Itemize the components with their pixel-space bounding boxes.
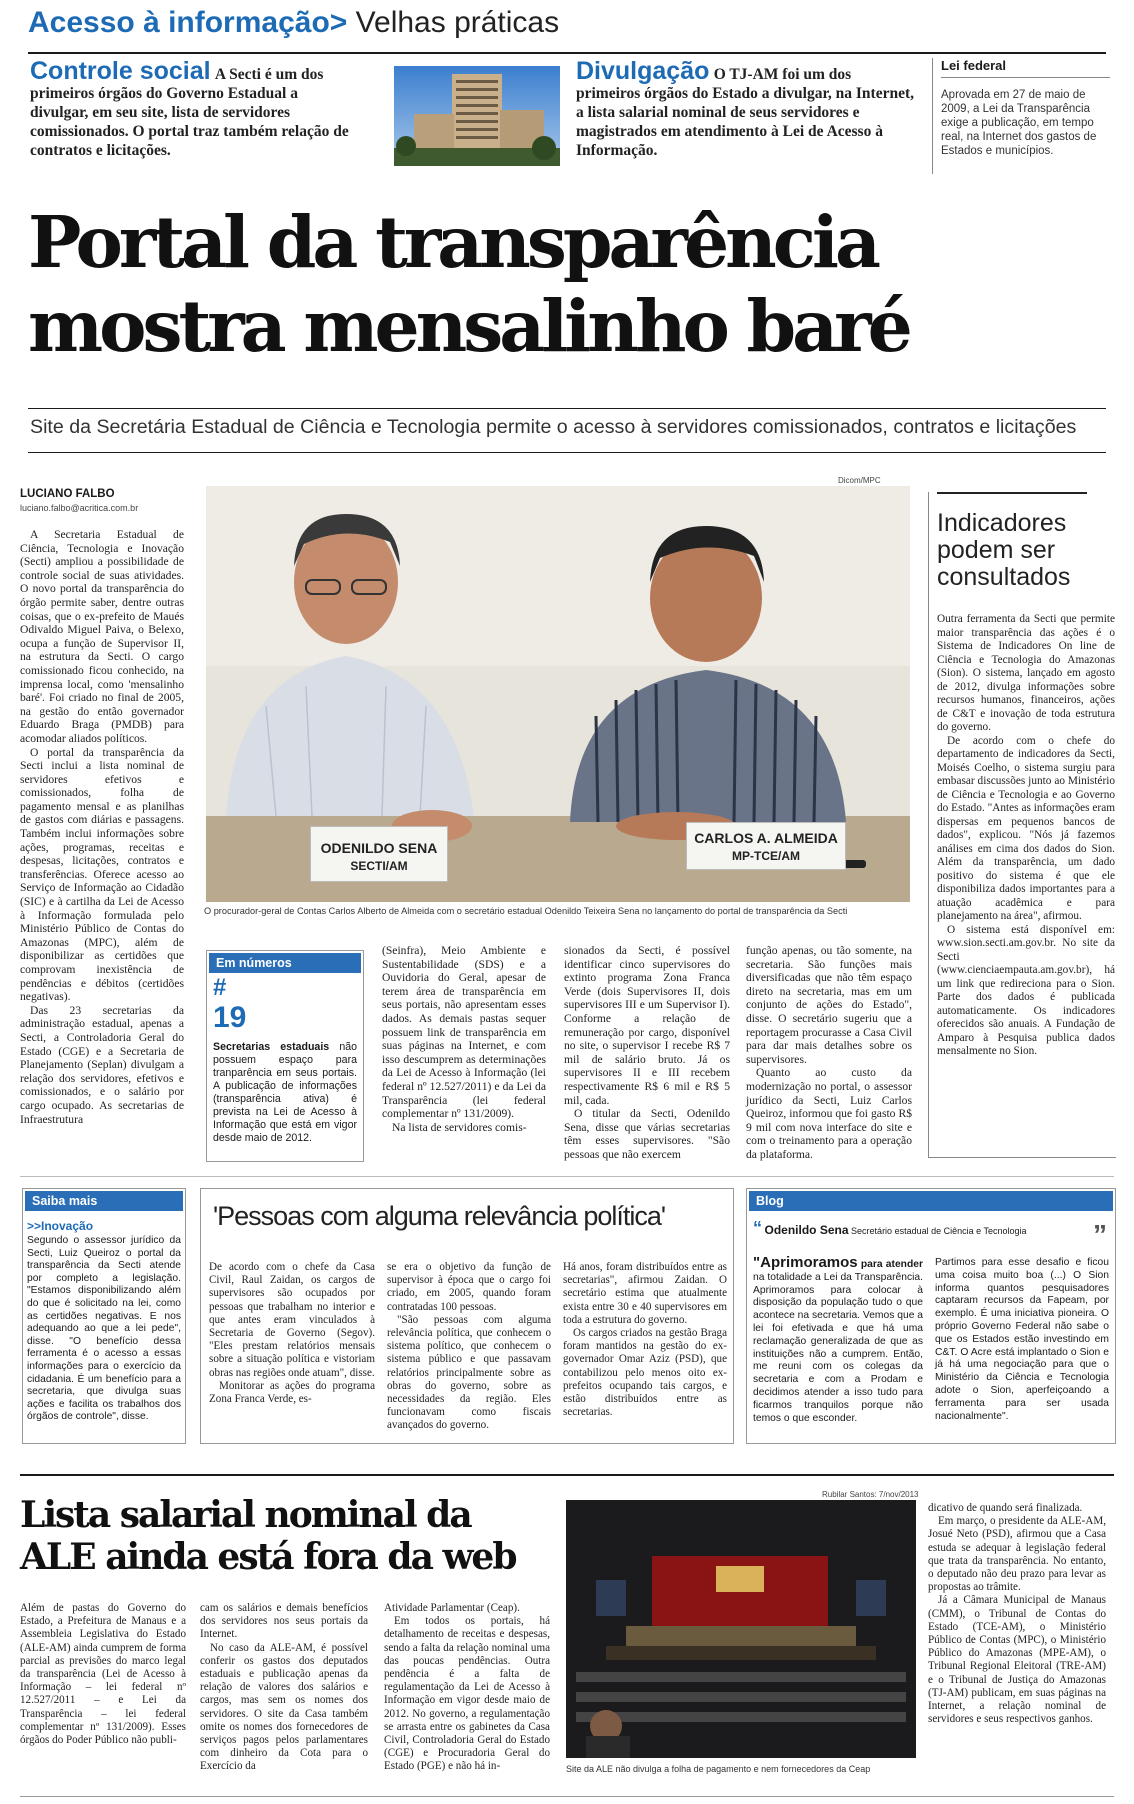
teaser-divulgacao [576, 57, 918, 160]
teaser-controle-social [30, 57, 360, 160]
deck-rule-bottom [28, 452, 1106, 453]
em-numeros-text [207, 1035, 363, 1145]
lei-federal-title: Lei federal [941, 58, 1110, 78]
main-photo [206, 486, 910, 902]
headline-line-2: mostra mensalinho baré [28, 284, 909, 368]
main-photo-caption: O procurador-geral de Contas Carlos Alberto de Almeida com o secretário estadual Odenildo Teixeira Sena no lançamento do portal de transparência da Secti [204, 906, 848, 916]
paragraph: O sistema está disponível em: www.sion.secti.am.gov.br. No site da Secti (www.cienciaempauta.am.gov.br), há um link que redireciona para o Sion. Parte dos dados é publicada automaticamente. Os indicadores oferecidos são anuais. A Fundação de Amparo à Pesquisa publica dados mensalmente no Sion. [937, 923, 1115, 1057]
blog-lead-tail: para atender [857, 1259, 923, 1270]
footer-rule [20, 1796, 1114, 1797]
lei-federal-text: Aprovada em 27 de maio de 2009, a Lei da Transparência exige a publicação, em tempo real, na Internet dos gastos de Estados e municípios. [941, 89, 1097, 157]
section-title: Acesso à informação> [28, 6, 348, 39]
section-subtitle: Velhas práticas [355, 6, 560, 39]
paragraph: De acordo com o chefe da Casa Civil, Raul Zaidan, os cargos de supervisores são ocupados por pessoas que trabalham no interior e que antes eram vinculados à Secretaria de Governo (Segov). "Eles prestam relatórios mensais sobre a situação política e vistoriam obras nas regiões onde atuam", disse. [209, 1261, 375, 1379]
blog-text: na totalidade a Lei da Transparência. Aprimoramos para colocar à disposição da população tudo o que acontece na secretaria. Vemos que a lei foi efetivada e que há uma reclamação generalizada de que as instituições não a cumprem. Então, me reuni com os colegas da secretaria e com a Prodam e decidimos atender a isso tudo para ficarmos tranquilos porque não temos o que esconder. [753, 1271, 924, 1424]
body-column-5 [746, 944, 912, 1162]
paragraph: Além de pastas do Governo do Estado, a Prefeitura de Manaus e a Assembleia Legislativa do Estado (ALE-AM) ainda cumprem de forma parcial as previsões do marco legal da transparência (Lei de Acesso à Informação – lei federal nº 12.527/2011 – e Lei da Transparência – lei federal complementar nº 131/2009). Esses órgãos do Poder Público não publi- [20, 1602, 186, 1747]
name-plate-right [686, 822, 846, 870]
lei-federal-box [932, 58, 1110, 174]
section-header [28, 6, 559, 40]
ale-headline [20, 1494, 560, 1578]
paragraph: "São pessoas com alguma relevância política, que conhecem o sistema político, que conhecem o sistema público e que passavam relatórios principalmente sobre as obras do governo, sobre as necessidades da região. Eles funcionavam como fiscais avançados do governo. [387, 1313, 551, 1432]
paragraph: Monitorar as ações do programa Zona Franca Verde, es- [209, 1379, 375, 1406]
plate-org: MP-TCE/AM [732, 849, 800, 863]
photo-credit: Dicom/MPC [838, 476, 881, 485]
blog-name: Odenildo Sena [764, 1223, 849, 1237]
headline-line-1: Portal da transparência [28, 200, 877, 284]
blog-box [746, 1188, 1116, 1444]
paragraph: Os cargos criados na gestão Braga foram mantidos na gestão do ex-governador Omar Aziz (PSD), que contabilizou pelo menos oito ex-prefeitos ocupando tais cargos, e estão distribuídos entre as secretarias. [563, 1327, 727, 1419]
paragraph: Já a Câmara Municipal de Manaus (CMM), o Tribunal de Contas do Estado (TCE-AM), o Ministério Público de Contas (MPC), o Ministério Público do Amazonas (MPE-AM), o Tribunal Regional Eleitoral (TRE-AM) e o Tribunal de Justiça do Amazonas (TJ-AM) publicam, em suas páginas na Internet, a relação nominal de servidores e seus respectivos ganhos. [928, 1594, 1106, 1726]
deck-rule-top [28, 408, 1106, 409]
byline-email: luciano.falbo@acritica.com.br [20, 503, 139, 513]
em-numeros-body: não possuem espaço para tranparência em seus portais. A publicação de informações (transparência ativa) é prevista na Lei de Acesso à Informação que está em vigor desde maio de 2012. [213, 1041, 358, 1144]
indicadores-title: Indicadores podem ser consultados [937, 492, 1087, 613]
em-numeros-box [206, 950, 364, 1162]
teaser-title: Divulgação [576, 57, 710, 85]
blog-role: Secretário estadual de Ciência e Tecnologia [851, 1226, 1027, 1236]
blog-lead: "Aprimoramos [753, 1254, 858, 1271]
lower-rule [20, 1176, 1114, 1177]
paragraph: Em março, o presidente da ALE-AM, Josué Neto (PSD), afirmou que a Casa estuda se adequar à legislação federal que trata da transparência. No entanto, o deputado não deu prazo para levar as propostas ao trâmite. [928, 1515, 1106, 1594]
saiba-mais-text: Segundo o assessor jurídico da Secti, Luiz Queiroz o portal da transparência da Secti atende por completo a legislação. "Estamos disponibilizando além do que é solicitado na lei, como as certidões negativas. E nos adequando ao que a lei pede", disse. "O benefício dessa ferramenta é o acesso a essas informações para o exercício da cidadania. É um benefício para a secretaria, que divulga suas ações e facilita os trabalhos dos órgãos de controle", disse. [27, 1235, 181, 1423]
paragraph: Das 23 secretarias da administração estadual, apenas a Secti, a Controladoria Geral do Estado (CGE) e a Secretaria de Planejamento (Seplan) divulgam a relação dos servidores, efetivos e comissionados, e o salário por cargo ocupado. As secretarias de Infraestrutura [20, 1003, 184, 1126]
close-quote-icon: ” [1093, 1219, 1107, 1250]
paragraph: A Secretaria Estadual de Ciência, Tecnologia e Inovação (Secti) ampliou a possibilidade de controle social de suas atividades. O novo portal da transparência do órgão permite saber, dentre outras coisas, que o ex-prefeito de Maués Odivaldo Miguel Paiva, o Belexo, ocupa a função de Supervisor II, na estrutura da Secti. O cargo comissionado ficou conhecido, na imprensa local, como 'mensalinho baré'. Foi criado no final de 2005, na gestão do então governador Eduardo Braga (PMDB) para acomodar aliados políticos. [20, 528, 184, 745]
hash-icon: # [213, 974, 227, 1001]
paragraph: sionados da Secti, é possível identificar cinco supervisores do extinto programa Zona Franca Verde (dois Supervisores II, dois supervisores III e um Supervisor I). Conforme a relação de remuneração por cargo, disponível no site, o supervisor I recebe R$ 7 mil de salário bruto. Já os supervisores II e III recebem respectivamente R$ 6 mil e R$ 5 mil, cada. [564, 944, 730, 1107]
byline-author: LUCIANO FALBO [20, 488, 115, 500]
relevancia-col-1 [209, 1261, 375, 1406]
ale-headline-line-2: ALE ainda está fora da web [20, 1536, 516, 1578]
body-column-1 [20, 528, 184, 1126]
paragraph: Na lista de servidores comis- [392, 1120, 527, 1134]
ale-col-1 [20, 1602, 186, 1747]
plate-name: ODENILDO SENA [320, 840, 438, 856]
indicadores-sidebar [928, 492, 1116, 1158]
paragraph: cam os salários e demais benefícios dos servidores nos seus portais da Internet. [200, 1602, 368, 1641]
paragraph: Outra ferramenta da Secti que permite maior transparência das ações é o Sistema de Indicadores On line de Ciência e Tecnologia do Amazonas (Sion). O sistema, lançado em agosto de 2012, divulga informações sobre recursos humanos, financeiros, ações de C&T e inovação de toda estrutura do governo. [937, 613, 1115, 733]
paragraph: O titular da Secti, Odenildo Sena, disse que várias secretarias têm esses supervisores. "São pessoas que não exercem [564, 1107, 730, 1161]
ale-photo [566, 1500, 916, 1758]
paragraph: dicativo de quando será finalizada. [928, 1502, 1083, 1514]
teaser-text: A Secti é um dos primeiros órgãos do Governo Estadual a divulgar, em seu site, lista de servidores comissionados. O portal traz também relação de contratos e licitações. [30, 66, 349, 159]
relevancia-col-3 [563, 1261, 727, 1419]
relevancia-title: 'Pessoas com alguma relevância política' [213, 1201, 666, 1231]
paragraph: Em todos os portais, há detalhamento de receitas e despesas, sendo a falta da relação nominal uma das poucas pendências. Outra pendência é a falta de regulamentação da Lei de Acesso à Informação em vigor desde maio de 2012. No governo, a regulamentação se arrasta entre os gabinetes da Casa Civil, Controladoria Geral do Estado (CGE) e Procuradoria Geral do Estado (PGE) e não há in- [384, 1615, 550, 1773]
paragraph: O portal da transparência da Secti inclui a lista nominal de servidores efetivos e comissionados, folha de pagamento mensal e as planilhas de gastos com diárias e passagens. Também inclui informações sobre ações, programas, receitas e despesas, licitações, contratos e transferências. Oferece acesso ao Serviço de Informação ao Cidadão (SIC) e à cartilha da Lei de Acesso à Informação formulada pelo Ministério Público de Contas do Amazonas (MPC), além de disponibilizar as certidões que comprovam inexistência de pendências e débitos (certidões negativas). [20, 745, 184, 1004]
em-numeros-title: Em números [209, 953, 361, 973]
em-numeros-value: 19 [213, 1001, 247, 1034]
ale-photo-caption: Site da ALE não divulga a folha de pagamento e nem fornecedores da Ceap [566, 1764, 871, 1774]
ale-col-3 [384, 1602, 550, 1774]
paragraph: Quanto ao custo da modernização no portal, o assessor jurídico da Secti, Luiz Carlos Queiroz, informou que foi gasto R$ 9 mil com nova interface do site e com o treinamento para a operação da plataforma. [746, 1066, 912, 1161]
paragraph: Atividade Parlamentar (Ceap). [384, 1602, 520, 1614]
open-quote-icon: “ [753, 1218, 762, 1238]
teaser-text: O TJ-AM foi um dos primeiros órgãos do Estado a divulgar, na Internet, a lista salarial nominal de seus servidores e magistrados em atendimento à Lei de Acesso à Informação. [576, 66, 915, 159]
paragraph: Há anos, foram distribuídos entre as secretarias", afirmou Zaidan. O secretário estima que atualmente exista entre 30 e 40 supervisores em toda a estrutura do governo. [563, 1261, 727, 1326]
blog-speaker [753, 1218, 1109, 1238]
paragraph: função apenas, ou tão somente, na secretaria. São funções mais diversificadas que não têm espaço direto na secretaria, mas em um conjunto de ações do Estado", disse. O secretário sugeriu que a reportagem procurasse a Casa Civil para dar mais detalhes sobre os supervisores. [746, 944, 912, 1066]
header-rule [28, 52, 1106, 54]
paragraph: (Seinfra), Meio Ambiente e Sustentabilidade (SDS) e a Ouvidoria do Geral, apesar de terem área de transparência em seus portais, não apresentam esses dados. As demais pastas sequer possuem link de transparência em suas páginas na Internet, e com isso descumprem as determinações da Lei de Acesso à Informação (lei federal nº 12.527/2011) e da Lei da Transparência (lei federal complementar nº 131/2009). [382, 944, 546, 1121]
ale-rule [20, 1474, 1114, 1476]
relevancia-box [200, 1188, 734, 1444]
relevancia-col-2 [387, 1261, 551, 1433]
ale-photo-credit: Rubilar Santos: 7/nov/2013 [822, 1490, 919, 1499]
saiba-mais-subtitle: >>Inovação [27, 1219, 94, 1233]
saiba-mais-title: Saiba mais [25, 1191, 183, 1211]
blog-title: Blog [749, 1191, 1113, 1211]
blog-col-2: Partimos para esse desafio e ficou uma coisa muito boa (...) O Sion informa quantos pesquisadores captaram recursos da Fapeam, por exemplo. É uma iniciativa pioneira. O próprio Governo Federal não sabe o que os Estados estão investindo em C&T. O Acre está implantado o Sion e já há uma negociação para que o Ministério da Ciência e Tecnologia adote o Sion, aperfeiçoando a ferramenta para ser usada nacionalmente". [935, 1257, 1109, 1422]
ale-headline-line-1: Lista salarial nominal da [20, 1494, 471, 1536]
paragraph: De acordo com o chefe do departamento de indicadores da Secti, Moisés Coelho, o sistema surgiu para embasar discussões junto ao Ministério de Ciência e Tecnologia e ao Governo do Estado. "Antes as informações eram dispersas em pequenos bancos de dados", explicou. "Nós já fazemos análises em cima dos dados do Sion. Além da transparência, um dado positivo do sistema é que ele disponibiliza dados importantes para a atuação acadêmica e para planejamento na área", afirmou. [937, 734, 1115, 922]
ale-col-4 [928, 1502, 1106, 1726]
saiba-mais-box [22, 1188, 186, 1444]
plate-org: SECTI/AM [350, 859, 408, 873]
body-column-3 [382, 944, 546, 1134]
building-photo [394, 66, 560, 166]
ale-col-2 [200, 1602, 368, 1774]
em-numeros-bold: Secretarias estaduais [213, 1041, 330, 1053]
deck: Site da Secretária Estadual de Ciência e Tecnologia permite o acesso à servidores comissionados, contratos e licitações [30, 416, 1077, 438]
indicadores-body [937, 613, 1115, 1059]
teaser-title: Controle social [30, 57, 211, 85]
paragraph: se era o objetivo da função de supervisor à época que o cargo foi criado, em 2005, quando foram contratadas 100 pessoas. [387, 1261, 551, 1313]
headline [28, 200, 1118, 368]
body-column-4 [564, 944, 730, 1162]
paragraph: No caso da ALE-AM, é possível conferir os gastos dos deputados estaduais e publicação apenas da relação de valores dos salários e cargos, mas sem os nomes dos servidores. O site da Casa também omite os nomes dos fornecedores de serviços pagos pelos parlamentares com dinheiro da Cota para o Exercício da [200, 1641, 368, 1773]
name-plate-left [310, 826, 448, 882]
plate-name: CARLOS A. ALMEIDA [694, 830, 838, 846]
blog-col-1 [753, 1254, 924, 1425]
